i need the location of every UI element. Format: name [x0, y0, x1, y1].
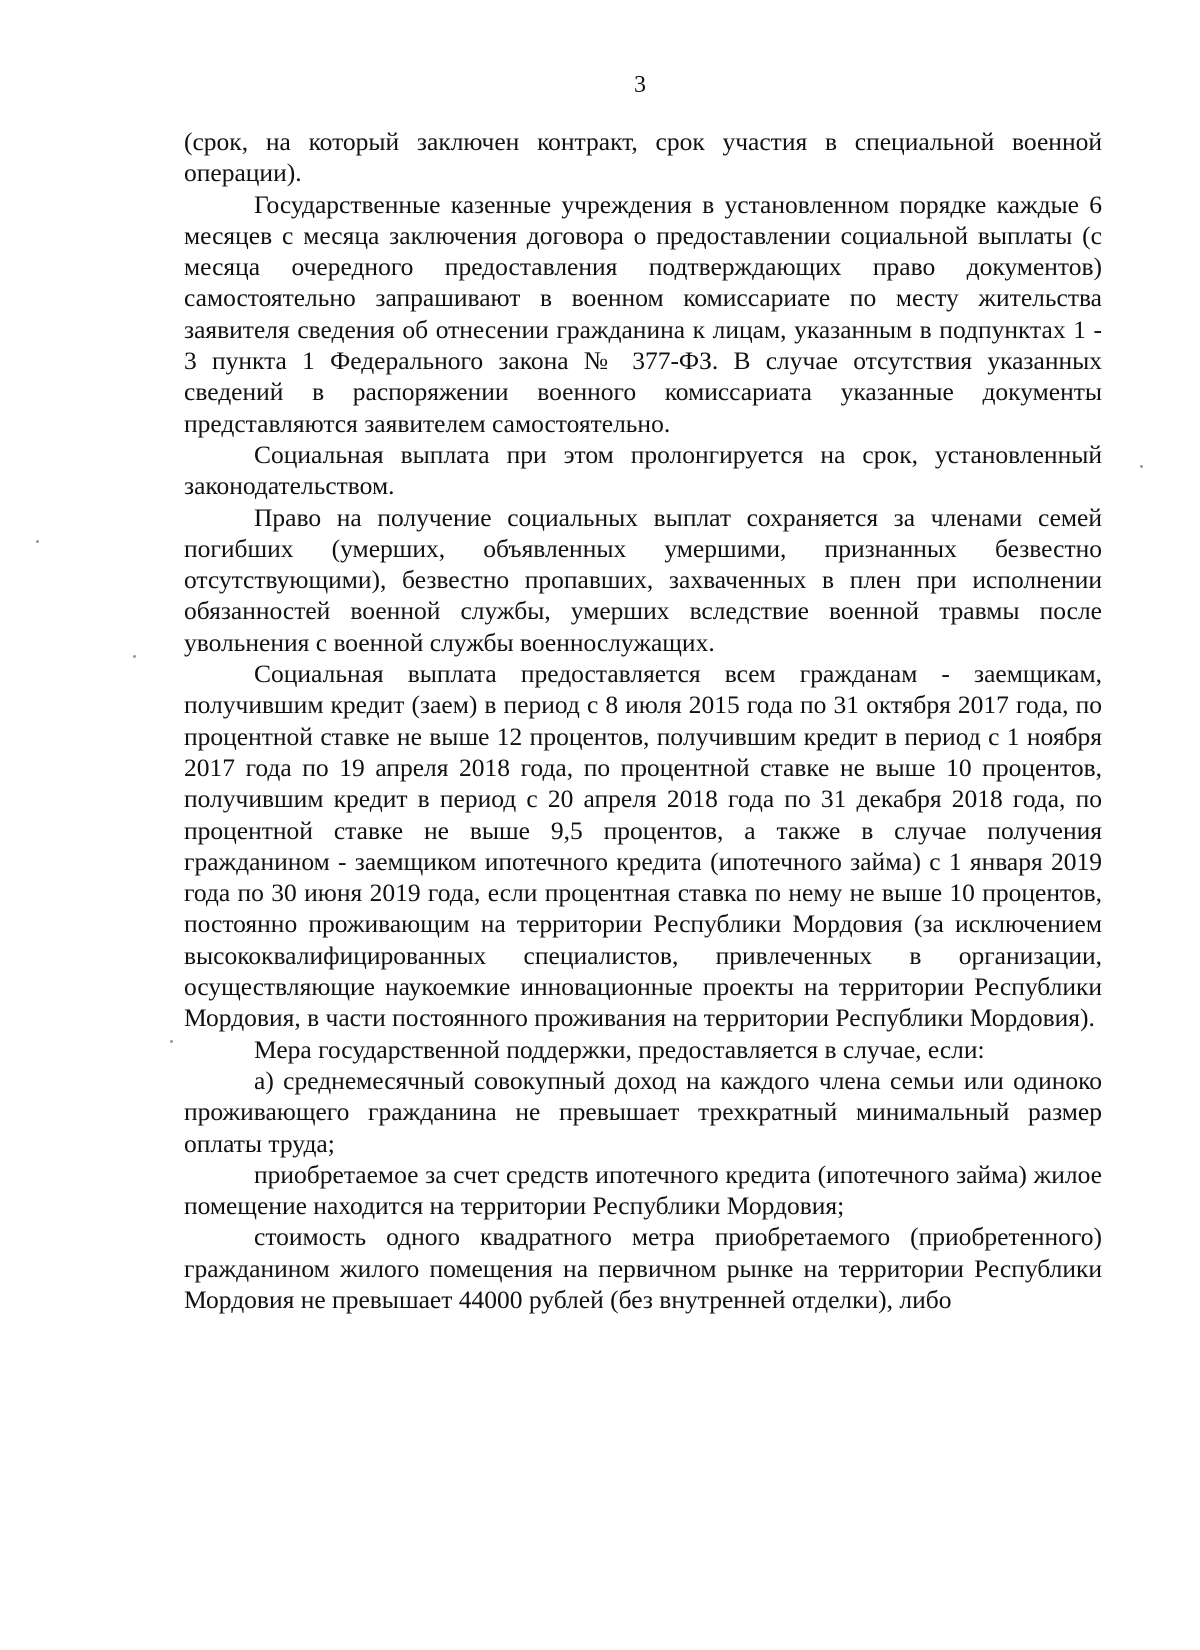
paragraph-3: Социальная выплата при этом пролонгируется на срок, установленный законодательством. — [184, 439, 1102, 501]
document-body — [184, 126, 1102, 1315]
paragraph-2: Государственные казенные учреждения в установленном порядке каждые 6 месяцев с месяца заключения договора о предоставлении социальной выплаты (с месяца очередного предоставления подтверждающих право документов) самостоятельно запрашивают в военном комиссариате по месту жительства заявителя сведения об отнесении гражданина к лицам, указанным в подпунктах 1 - 3 пункта 1 Федерального закона № 377-ФЗ. В случае отсутствия указанных сведений в распоряжении военного комиссариата указанные документы представляются заявителем самостоятельно. — [184, 189, 1102, 438]
scan-speck — [1140, 465, 1143, 468]
scan-speck — [170, 1040, 173, 1043]
paragraph-7: а) среднемесячный совокупный доход на каждого члена семьи или одиноко проживающего гражданина не превышает трехкратный минимальный размер оплаты труда; — [184, 1065, 1102, 1158]
scan-speck — [36, 540, 39, 543]
page-number: 3 — [634, 72, 646, 98]
paragraph-6: Мера государственной поддержки, предоставляется в случае, если: — [254, 1034, 985, 1064]
paragraph-8: приобретаемое за счет средств ипотечного кредита (ипотечного займа) жилое помещение находится на территории Республики Мордовия; — [184, 1159, 1102, 1221]
paragraph-1: (срок, на который заключен контракт, срок участия в специальной военной операции). — [184, 127, 1102, 188]
paragraph-9: стоимость одного квадратного метра приобретаемого (приобретенного) гражданином жилого помещения на первичном рынке на территории Республики Мордовия не превышает 44000 рублей (без внутренней отделки), либо — [184, 1222, 1102, 1314]
paragraph-5: Социальная выплата предоставляется всем гражданам - заемщикам, получившим кредит (заем) в период с 8 июля 2015 года по 31 октября 2017 года, по процентной ставке не выше 12 процентов, получившим кредит в период с 1 ноября 2017 года по 19 апреля 2018 года, по процентной ставке не выше 10 процентов, получившим кредит в период с 20 апреля 2018 года по 31 декабря 2018 года, по процентной ставке не выше 9,5 процентов, а также в случае получения гражданином - заемщиком ипотечного кредита (ипотечного займа) с 1 января 2019 года по 30 июня 2019 года, если процентная ставка по нему не выше 10 процентов, постоянно проживающим на территории Республики Мордовия (за исключением высококвалифицированных специалистов, привлеченных в организации, осуществляющие наукоемкие инновационные проекты на территории Республики Мордовия, в части постоянного проживания на территории Республики Мордовия). — [184, 659, 1102, 1033]
scan-speck — [133, 655, 136, 658]
paragraph-4: Право на получение социальных выплат сохраняется за членами семей погибших (умерших, объявленных умершими, признанных безвестно отсутствующими), безвестно пропавших, захваченных в плен при исполнении обязанностей военной службы, умерших вследствие военной травмы после увольнения с военной службы военнослужащих. — [184, 502, 1102, 657]
